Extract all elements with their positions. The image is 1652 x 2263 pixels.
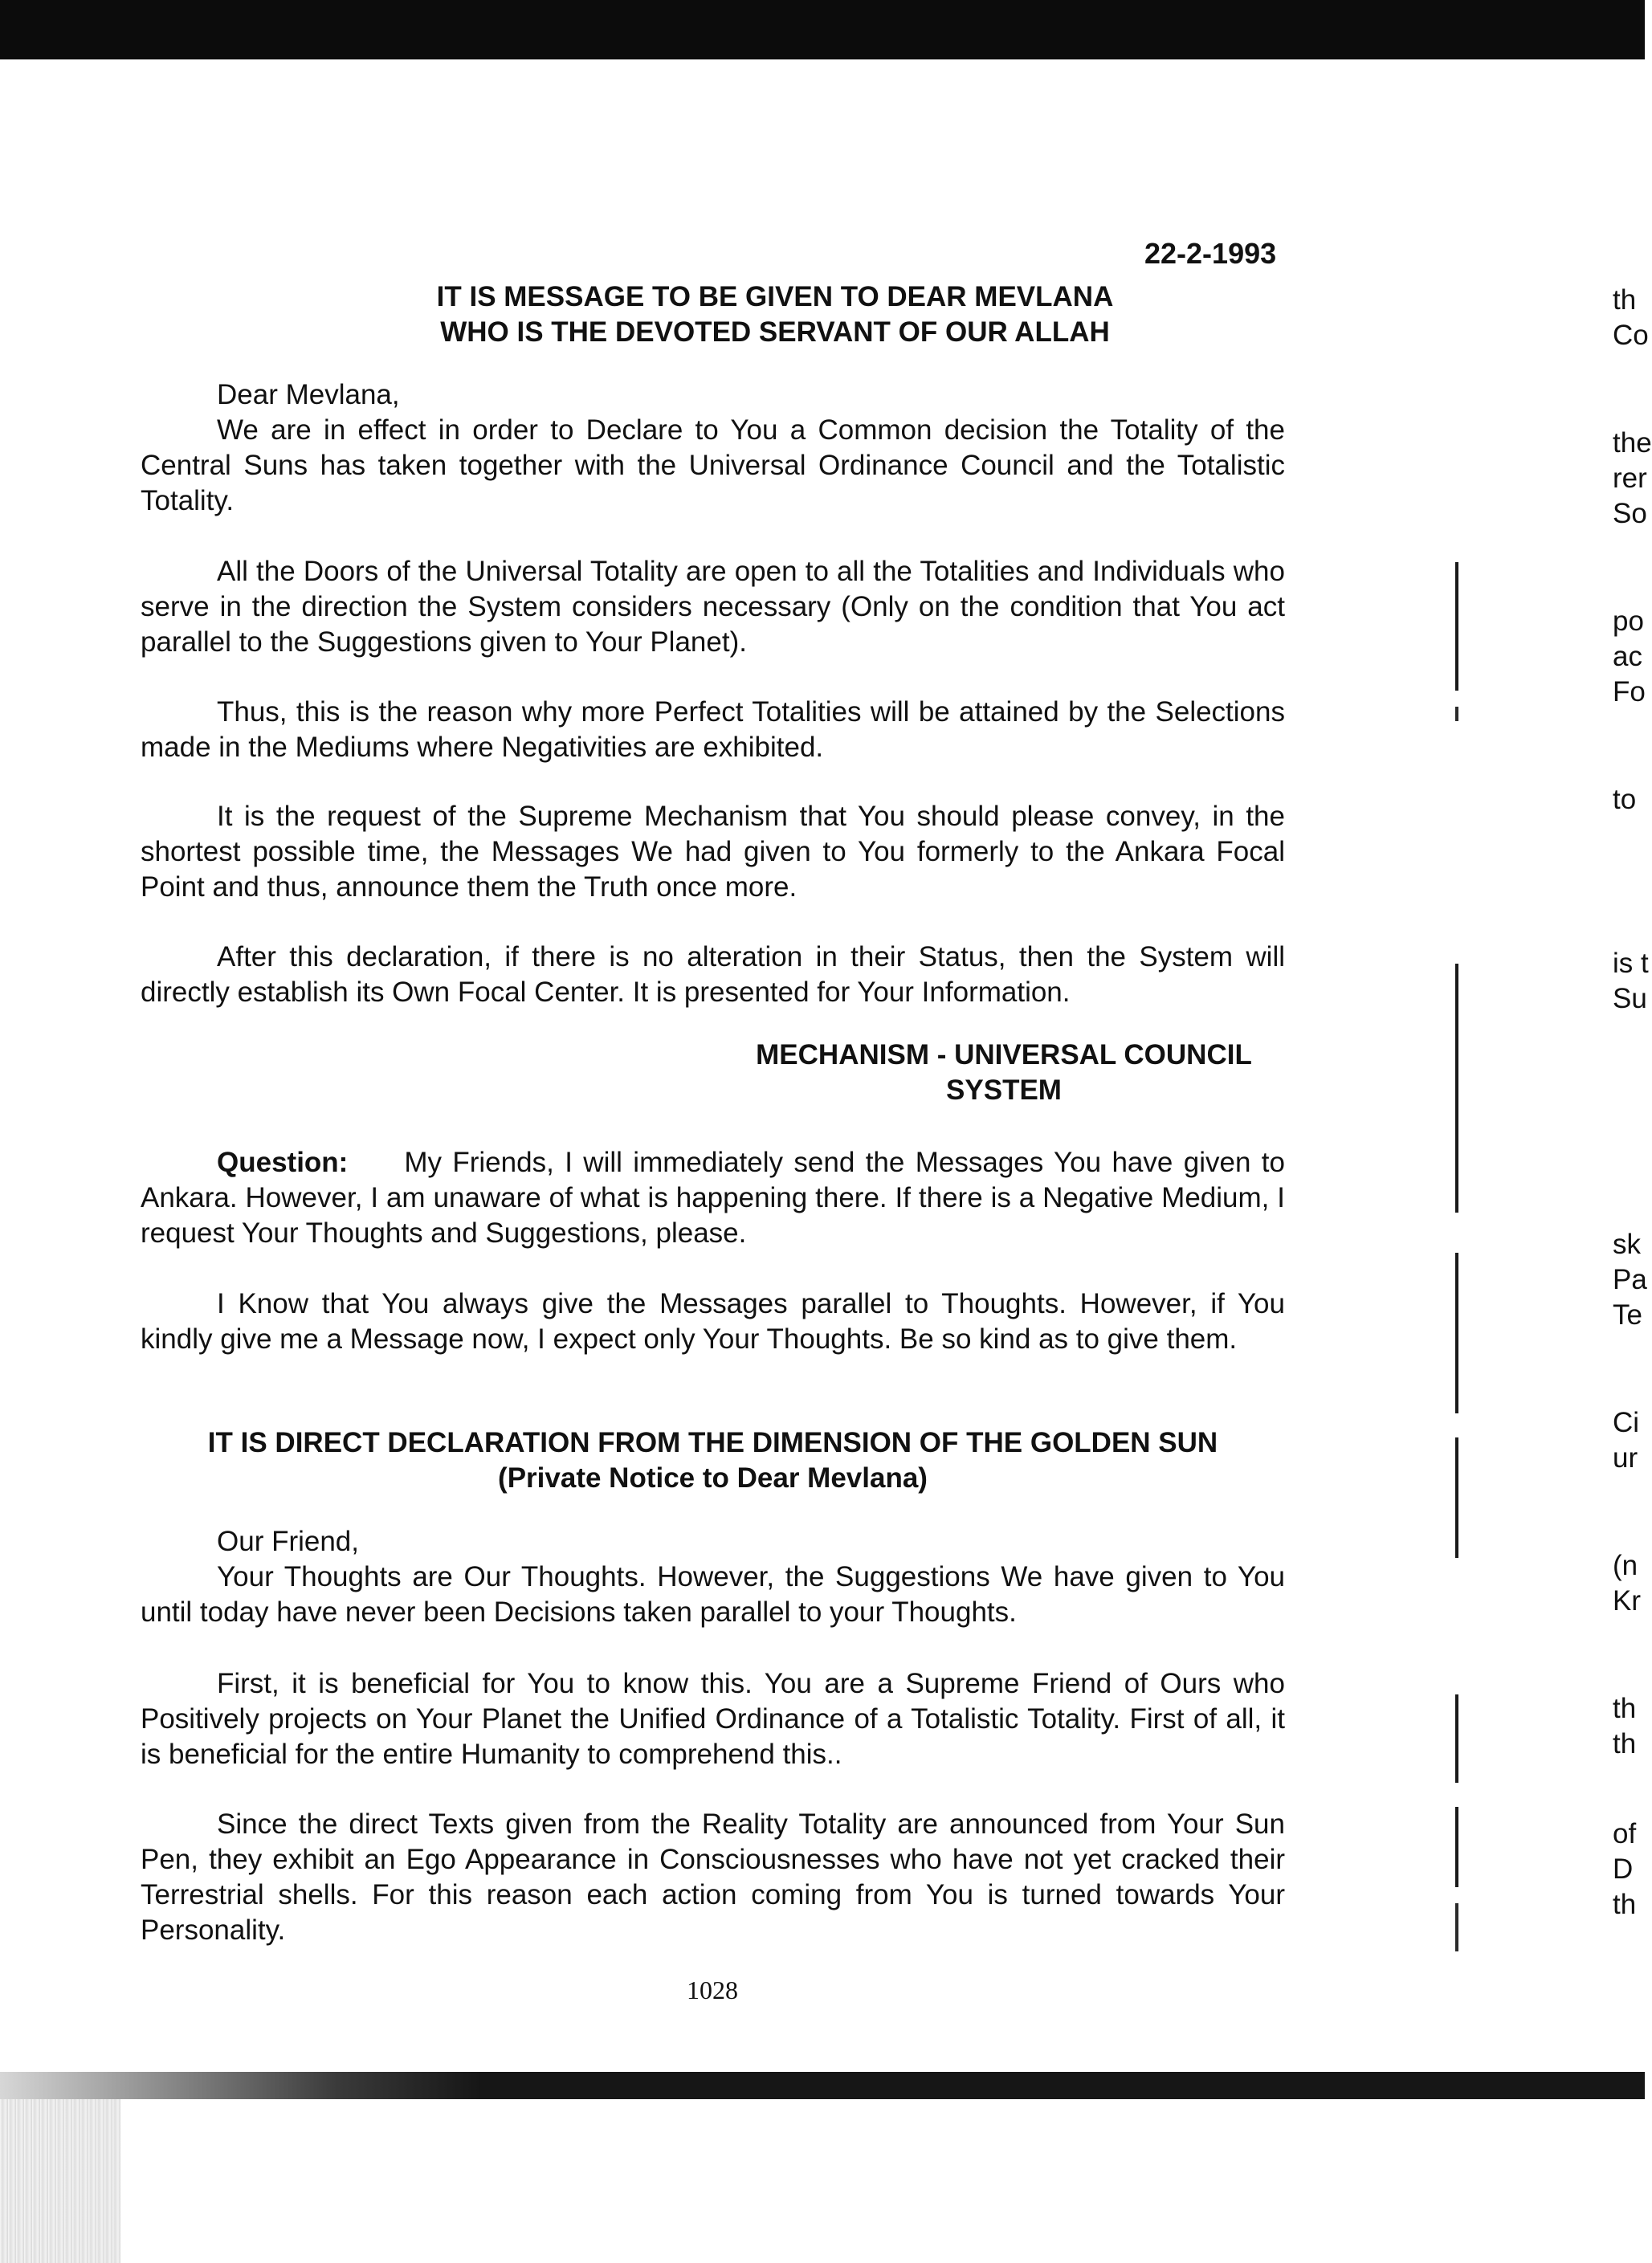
- scan-corner-artifact: [0, 2099, 120, 2263]
- next-page-fragment: th: [1613, 1693, 1637, 1724]
- question-label: Question:: [217, 1147, 349, 1178]
- paragraph: All the Doors of the Universal Totality are open to all the Totalities and Individuals who serve in the direction the System considers necessary (Only on the condition that You act parallel to the Suggestions given to Your Planet).: [141, 556, 1285, 658]
- message-body-1: [141, 377, 1285, 519]
- next-page-fragment: Te: [1613, 1299, 1642, 1331]
- gutter-shadow: [1455, 1903, 1458, 1951]
- paragraph: Thus, this is the reason why more Perfect Totalities will be attained by the Selections made in the Mediums where Negativities are exhibited.: [141, 696, 1285, 763]
- paragraph-block: [141, 554, 1285, 660]
- next-page-fragment: po: [1613, 606, 1644, 637]
- gutter-shadow: [1455, 1437, 1458, 1558]
- paragraph-block: [141, 1666, 1285, 1772]
- gutter-shadow: [1455, 1253, 1458, 1413]
- next-page-fragment: th: [1613, 1889, 1637, 1920]
- paragraph-block: [141, 799, 1285, 905]
- message-title: [313, 279, 1237, 350]
- next-page-fragment: Co: [1613, 320, 1649, 351]
- next-page-fragment: So: [1613, 498, 1647, 529]
- next-page-fragment: Kr: [1613, 1585, 1641, 1617]
- signature-line-2: SYSTEM: [946, 1074, 1062, 1106]
- paragraph-block: [141, 1807, 1285, 1948]
- declaration-heading: [141, 1425, 1285, 1496]
- question-followup-block: [141, 1286, 1285, 1357]
- scan-bottom-fade: [0, 2072, 482, 2099]
- signature-line-1: MECHANISM - UNIVERSAL COUNCIL: [756, 1039, 1252, 1070]
- signature: [723, 1038, 1285, 1108]
- paragraph: First, it is beneficial for You to know this. You are a Supreme Friend of Ours who Positively projects on Your Planet the Unified Ordinance of a Totalistic Totality. First of all, it is beneficial for the entire Humanity to comprehend this..: [141, 1668, 1285, 1770]
- message-body-2: [141, 1524, 1285, 1630]
- next-page-fragment: ac: [1613, 641, 1642, 672]
- question-followup: I Know that You always give the Messages parallel to Thoughts. However, if You kindly give me a Message now, I expect only Your Thoughts. Be so kind as to give them.: [141, 1288, 1285, 1355]
- next-page-fragment: sk: [1613, 1229, 1641, 1260]
- question-block: [141, 1145, 1285, 1251]
- next-page-fragment: to: [1613, 784, 1637, 815]
- salutation-2: Our Friend,: [217, 1526, 359, 1557]
- next-page-fragment: D: [1613, 1853, 1634, 1885]
- scan-top-border: [0, 0, 1645, 59]
- paragraph-block: [141, 940, 1285, 1010]
- message-title-line-1: IT IS MESSAGE TO BE GIVEN TO DEAR MEVLANA: [436, 281, 1114, 312]
- page-number: 1028: [687, 1976, 738, 2004]
- next-page-fragment: (n: [1613, 1550, 1638, 1581]
- next-page-fragment: Pa: [1613, 1264, 1647, 1295]
- gutter-shadow: [1455, 1694, 1458, 1783]
- gutter-shadow: [1455, 707, 1458, 721]
- paragraph-block: [141, 695, 1285, 765]
- gutter-shadow: [1455, 562, 1458, 691]
- paragraph: Your Thoughts are Our Thoughts. However, the Suggestions We have given to You until today have never been Decisions taken parallel to your Thoughts.: [141, 1561, 1285, 1628]
- paragraph: Since the direct Texts given from the Reality Totality are announced from Your Sun Pen, they exhibit an Ego Appearance in Consciousnesses who have not yet cracked their Terrestrial shells. For this reason each action coming from You is turned towards Your Personality.: [141, 1808, 1285, 1946]
- declaration-heading-line-1: IT IS DIRECT DECLARATION FROM THE DIMENSION OF THE GOLDEN SUN: [207, 1427, 1218, 1458]
- paragraph: It is the request of the Supreme Mechanism that You should please convey, in the shortest possible time, the Messages We had given to You formerly to the Ankara Focal Point and thus, announce them the Truth once more.: [141, 801, 1285, 903]
- message-title-line-2: WHO IS THE DEVOTED SERVANT OF OUR ALLAH: [440, 316, 1110, 348]
- gutter-shadow: [1455, 964, 1458, 1213]
- question-paragraph: [141, 1145, 1285, 1251]
- next-page-fragment: of: [1613, 1818, 1637, 1849]
- next-page-fragment: Su: [1613, 983, 1647, 1014]
- next-page-fragment: Fo: [1613, 676, 1646, 707]
- declaration-heading-line-2: (Private Notice to Dear Mevlana): [498, 1462, 928, 1494]
- next-page-fragment: is t: [1613, 948, 1649, 979]
- next-page-fragment: th: [1613, 284, 1637, 316]
- question-text: My Friends, I will immediately send the Messages You have given to Ankara. However, I am unaware of what is happening there. If there is a Negative Medium, I request Your Thoughts and Suggestions, please.: [141, 1147, 1285, 1249]
- salutation: Dear Mevlana,: [217, 379, 400, 410]
- paragraph: After this declaration, if there is no alteration in their Status, then the System will directly establish its Own Focal Center. It is presented for Your Information.: [141, 941, 1285, 1008]
- next-page-fragment: ur: [1613, 1442, 1638, 1474]
- paragraph: We are in effect in order to Declare to You a Common decision the Totality of the Central Suns has taken together with the Universal Ordinance Council and the Totalistic Totality.: [141, 414, 1285, 516]
- document-date: 22-2-1993: [1144, 237, 1277, 270]
- next-page-fragment: rer: [1613, 463, 1647, 494]
- next-page-fragment: th: [1613, 1728, 1637, 1759]
- next-page-fragment: Ci: [1613, 1407, 1640, 1438]
- scan-bottom-border: [0, 2072, 1645, 2099]
- gutter-shadow: [1455, 1807, 1458, 1887]
- next-page-fragment: the: [1613, 427, 1652, 459]
